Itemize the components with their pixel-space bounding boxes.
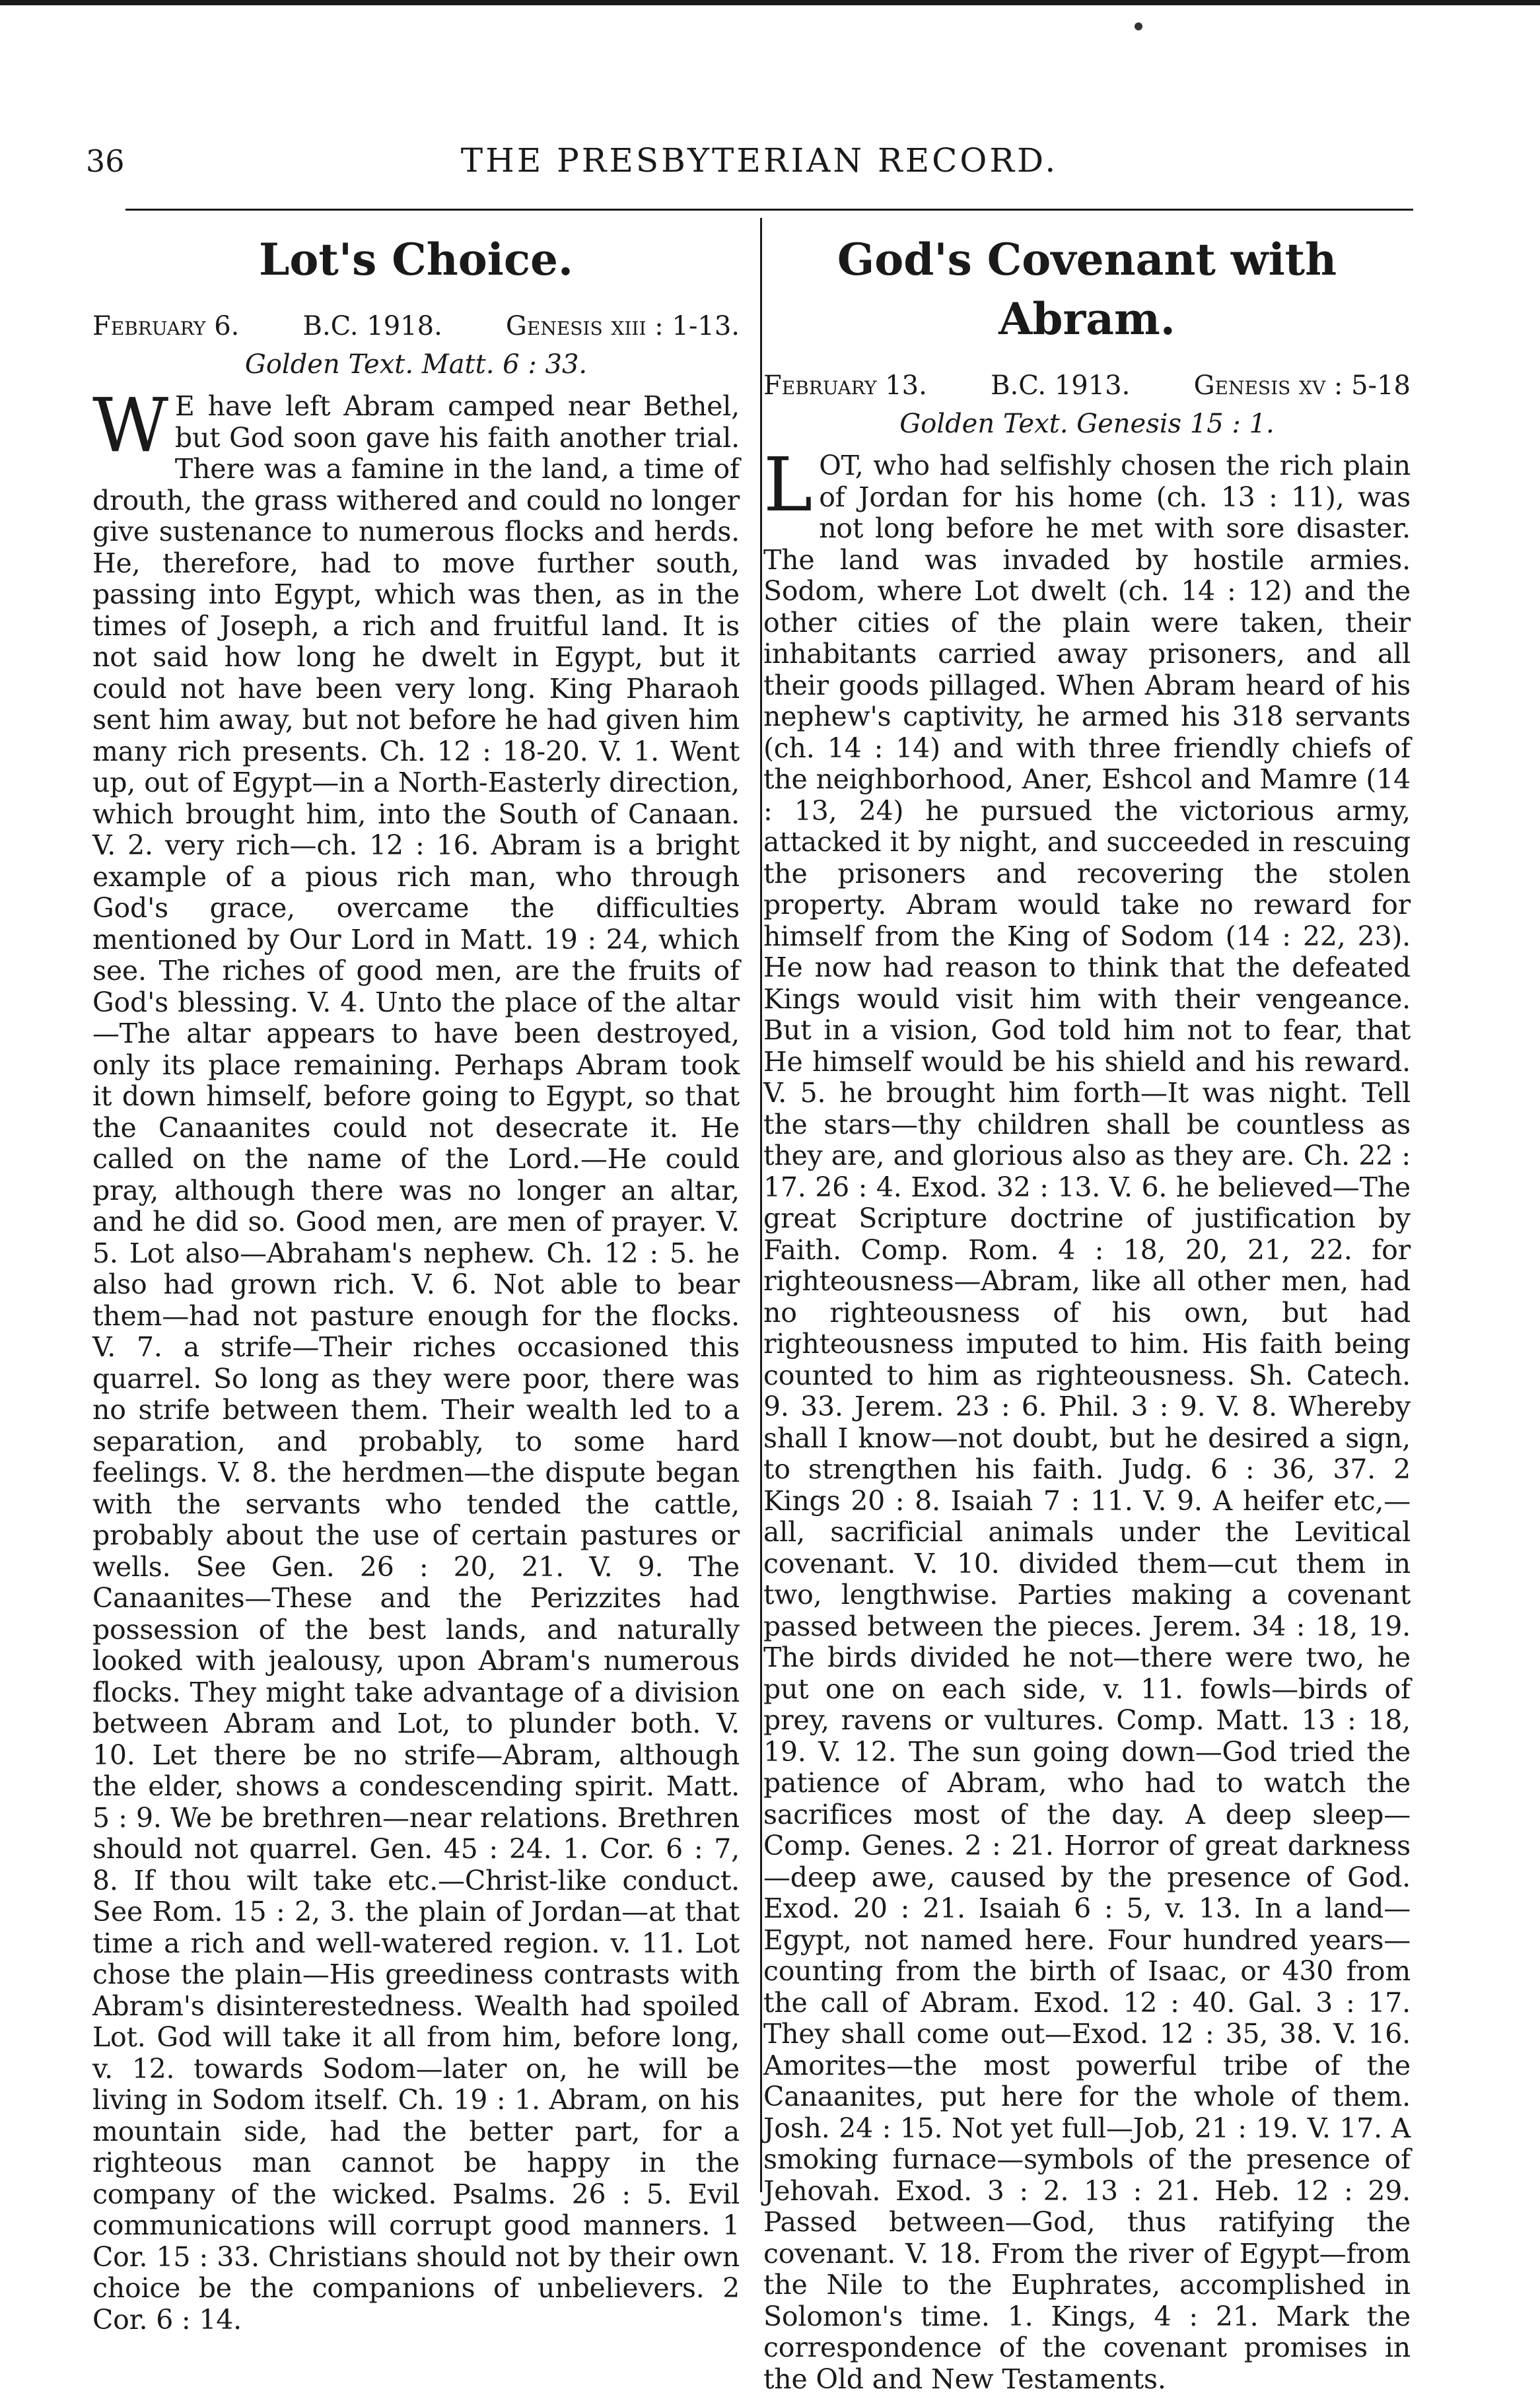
left-drop-cap: W bbox=[92, 383, 168, 469]
left-golden-text: Golden Text. Matt. 6 : 33. bbox=[244, 349, 588, 380]
right-golden-text: Golden Text. Genesis 15 : 1. bbox=[899, 409, 1275, 439]
left-lesson-meta bbox=[92, 308, 740, 345]
right-lesson-year: B.C. 1913. bbox=[991, 370, 1131, 401]
right-body-text: OT, who had selfishly chosen the rich plain of Jordan for his home (ch. 13 : 11), was not long before he met with sore disaster. The land was invaded by hostile armies. Sodom, where Lot dwelt (ch. 14 : 12) and the other cities of the plain were taken, their inhabitants carried away prisoners, and all their goods pillaged. When Abram heard of his nephew's captivity, he armed his 318 servants (ch. 14 : 14) and with three friendly chiefs of the neighborhood, Aner, Eshcol and Mamre (14 : 13, 24) he pursued the victorious army, attacked it by night, and succeeded in rescuing the prisoners and recovering the stolen property. Abram would take no reward for himself from the King of Sodom (14 : 22, 23). He now had reason to think that the defeated Kings would visit him with their vengeance. But in a vision, God told him not to fear, that He himself would be his shield and his reward. V. 5. he brought him forth—It was night. Tell the stars—thy children shall be countless as they are, and glorious also as they are. Ch. 22 : 17. 26 : 4. Exod. 32 : 13. V. 6. he believed—The great Scripture doctrine of justification by Faith. Comp. Rom. 4 : 18, 20, 21, 22. for righteousness—Abram, like all other men, had no righteousness of his own, but had righteousness imputed to him. His faith being counted to him as righteousness. Sh. Catech. 9. 33. Jerem. 23 : 6. Phil. 3 : 9. V. 8. Whereby shall I know—not doubt, but he desired a sign, to strengthen his faith. Judg. 6 : 36, 37. 2 Kings 20 : 8. Isaiah 7 : 11. V. 9. A heifer etc,—all, sacrificial animals under the Levitical covenant. V. 10. divided them—cut them in two, lengthwise. Parties making a covenant passed between the pieces. Jerem. 34 : 18, 19. The birds divided he not—there were two, he put one on each side, v. 11. fowls—birds of prey, ravens or vultures. Comp. Matt. 13 : 18, 19. V. 12. The sun going down—God tried the patience of Abram, who had to watch the sacrifices most of the day. A deep sleep—Comp. Genes. 2 : 21. Horror of great darkness—deep awe, caused by the presence of God. Exod. 20 : 21. Isaiah 6 : 5, v. 13. In a land—Egypt, not named here. Four hundred years—counting from the birth of Isaac, or 430 from the call of Abram. Exod. 12 : 40. Gal. 3 : 17. They shall come out—Exod. 12 : 35, 38. V. 16. Amorites—the most powerful tribe of the Canaanites, put here for the whole of them. Josh. 24 : 15. Not yet full—Job, 21 : 19. V. 17. A smoking furnace—symbols of the presence of Jehovah. Exod. 3 : 2. 13 : 21. Heb. 12 : 29. Passed between—God, thus ratifying the covenant. V. 18. From the river of Egypt—from the Nile to the Euphrates, accomplished in Solomon's time. 1. Kings, 4 : 21. Mark the correspondence of the covenant promises in the Old and New Testaments. bbox=[763, 450, 1411, 2395]
right-drop-cap: L bbox=[763, 442, 813, 528]
right-lesson-date: February 13. bbox=[763, 370, 927, 401]
left-lesson-title: Lot's Choice. bbox=[258, 234, 574, 285]
left-lesson-body bbox=[92, 383, 740, 2336]
top-border-rule bbox=[0, 0, 1540, 5]
running-title: THE PRESBYTERIAN RECORD. bbox=[460, 141, 1059, 180]
print-speck bbox=[1135, 22, 1142, 30]
right-lesson-title: God's Covenant with Abram. bbox=[837, 234, 1337, 345]
right-lesson-reference: Genesis xv : 5-18 bbox=[1193, 370, 1411, 401]
left-lesson-reference: Genesis xiii : 1-13. bbox=[505, 311, 740, 341]
right-column bbox=[763, 230, 1411, 2395]
left-column bbox=[92, 230, 740, 2336]
left-body-text: E have left Abram camped near Bethel, but God soon gave his faith another trial. There was a famine in the land, a time of drouth, the grass withered and could no longer give sustenance to numerous flocks and herds. He, therefore, had to move further south, passing into Egypt, which was then, as in the times of Joseph, a rich and fruitful land. It is not said how long he dwelt in Egypt, but it could not have been very long. King Pharaoh sent him away, but not before he had given him many rich presents. Ch. 12 : 18-20. V. 1. Went up, out of Egypt—in a North-Easterly direction, which brought him, into the South of Canaan. V. 2. very rich—ch. 12 : 16. Abram is a bright example of a pious rich man, who through God's grace, overcame the difficulties mentioned by Our Lord in Matt. 19 : 24, which see. The riches of good men, are the fruits of God's blessing. V. 4. Unto the place of the altar—The altar appears to have been destroyed, only its place remaining. Perhaps Abram took it down himself, before going to Egypt, so that the Canaanites could not desecrate it. He called on the name of the Lord.—He could pray, although there was no longer an altar, and he did so. Good men, are men of prayer. V. 5. Lot also—Abraham's nephew. Ch. 12 : 5. he also had grown rich. V. 6. Not able to bear them—had not pasture enough for the flocks. V. 7. a strife—Their riches occasioned this quarrel. So long as they were poor, there was no strife between them. Their wealth led to a separation, and probably, to some hard feelings. V. 8. the herdmen—the dispute began with the servants who tended the cattle, probably about the use of certain pastures or wells. See Gen. 26 : 20, 21. V. 9. The Canaanites—These and the Perizzites had possession of the best lands, and naturally looked with jealousy, upon Abram's numerous flocks. They might take advantage of a division between Abram and Lot, to plunder both. V. 10. Let there be no strife—Abram, although the elder, shows a condescending spirit. Matt. 5 : 9. We be brethren—near relations. Brethren should not quarrel. Gen. 45 : 24. 1. Cor. 6 : 7, 8. If thou wilt take etc.—Christ-like conduct. See Rom. 15 : 2, 3. the plain of Jordan—at that time a rich and well-watered region. v. 11. Lot chose the plain—His greediness contrasts with Abram's disinterestedness. Wealth had spoiled Lot. God will take it all from him, before long, v. 12. towards Sodom—later on, he will be living in Sodom itself. Ch. 19 : 1. Abram, on his mountain side, had the better part, for a righteous man cannot be happy in the company of the wicked. Psalms. 26 : 5. Evil communications will corrupt good manners. 1 Cor. 15 : 33. Christians should not by their own choice be the companions of unbelievers. 2 Cor. 6 : 14. bbox=[92, 390, 740, 2336]
page-number: 36 bbox=[86, 143, 125, 179]
column-divider bbox=[760, 218, 762, 2192]
right-lesson-meta bbox=[763, 367, 1411, 404]
header-rule bbox=[125, 209, 1413, 211]
left-lesson-year: B.C. 1918. bbox=[302, 311, 442, 341]
left-lesson-date: February 6. bbox=[92, 311, 240, 341]
right-lesson-body bbox=[763, 442, 1411, 2395]
